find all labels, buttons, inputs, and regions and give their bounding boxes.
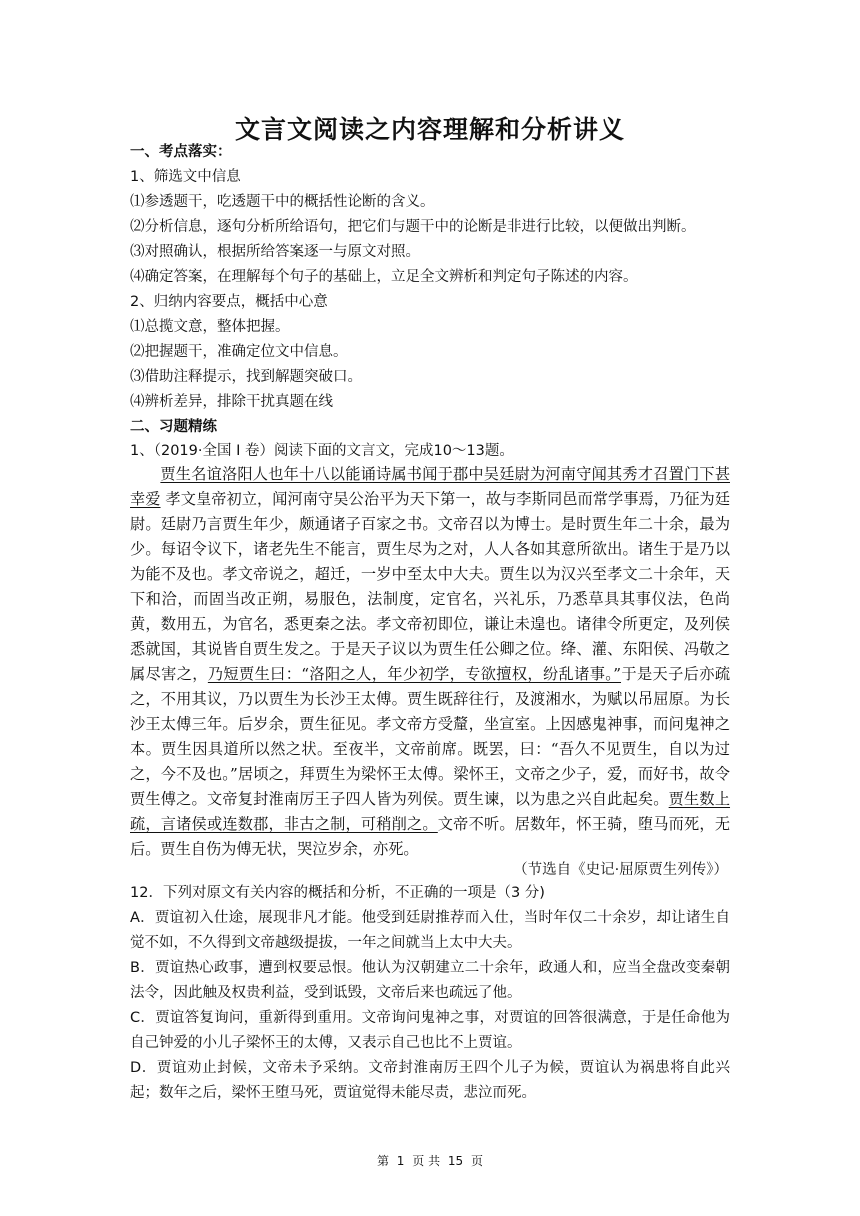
question-12-stem: 12．下列对原文有关内容的概括和分析，不正确的一项是（3 分) <box>130 885 545 901</box>
passage-underlined-segment: 贾生名谊洛阳人也年十八以能诵诗属书闻于郡中吴廷尉为河南守闻其秀才召置门下甚幸爱 <box>130 465 730 508</box>
page-number: 1 <box>396 1154 405 1168</box>
footer-suffix: 页 <box>471 1154 484 1168</box>
step-line: ⑴总揽文意，整体把握。 <box>130 319 290 335</box>
topic-item-2: 2、归纳内容要点，概括中心意 <box>130 294 328 310</box>
step-line: ⑷确定答案，在理解每个句子的基础上，立足全文辨析和判定句子陈述的内容。 <box>130 269 638 285</box>
option-b: B．贾谊热心政事，遭到权要忌恨。他认为汉朝建立二十余年，政通人和，应当全盘改变秦朝法令，因此触及权贵利益，受到诋毁，文帝后来也疏远了他。 <box>130 960 730 1001</box>
classical-passage <box>130 462 730 862</box>
footer-prefix: 第 <box>376 1154 389 1168</box>
step-line: ⑷辨析差异，排除干扰真题在线 <box>130 394 333 410</box>
topic-item-1: 1、筛选文中信息 <box>130 169 241 185</box>
section-heading-1: 一、考点落实： <box>130 144 232 160</box>
passage-underlined-segment: 乃短贾生曰：“洛阳之人，年少初学，专欲擅权，纷乱诸事。” <box>207 665 622 683</box>
passage-source: （节选自《史记·屈原贾生列传》） <box>513 862 728 878</box>
passage-segment: 孝文皇帝初立，闻河南守吴公治平为天下第一，故与李斯同邑而常学事焉，乃征为廷尉。廷尉乃言贾生年少，颇通诸子百家之书。文帝召以为博士。是时贾生年二十余，最为少。每诏令议下，诸老先生不能言，贾生尽为之对，人人各如其意所欲出。诸生于是乃以为能不及也。孝文帝说之，超迁，一岁中至太中大夫。贾生以为汉兴至孝文二十余年，天下和洽，而固当改正朔，易服色，法制度，定官名，兴礼乐，乃悉草具其事仪法，色尚黄，数用五，为官名，悉更秦之法。孝文帝初即位，谦让未遑也。诸律令所更定，及列侯悉就国，其说皆自贾生发之。于是天子议以为贾生任公卿之位。绛、灌、东阳侯、冯敬之属尽害之， <box>130 490 731 683</box>
page-footer <box>0 1152 860 1169</box>
step-line: ⑴参透题干，吃透题干中的概括性论断的含义。 <box>130 194 435 210</box>
question-intro: 1、（2019·全国 Ⅰ 卷）阅读下面的文言文，完成10～13题。 <box>130 443 514 459</box>
option-a: A．贾谊初入仕途，展现非凡才能。他受到廷尉推荐而入仕，当时年仅二十余岁，却让诸生自觉不如，不久得到文帝越级提拔，一年之间就当上太中大夫。 <box>130 910 730 951</box>
passage-segment: 于是天子后亦疏之，不用其议，乃以贾生为长沙王太傅。贾生既辞往行，及渡湘水，为赋以吊屈原。为长沙王太傅三年。后岁余，贾生征见。孝文帝方受釐，坐宣室。上因感鬼神事，而问鬼神之本。贾生因具道所以然之状。至夜半，文帝前席。既罢，曰：“吾久不见贾生，自以为过之，今不及也。”居顷之，拜贾生为梁怀王太傅。梁怀王，文帝之少子，爱，而好书，故令贾生傅之。文帝复封淮南厉王子四人皆为列侯。贾生谏，以为患之兴自此起矣。 <box>130 665 731 808</box>
option-c: C．贾谊答复询问，重新得到重用。文帝询问鬼神之事，对贾谊的回答很满意，于是任命他为自己钟爱的小儿子梁怀王的太傅，又表示自己也比不上贾谊。 <box>130 1010 730 1051</box>
step-line: ⑵分析信息，逐句分析所给语句，把它们与题干中的论断是非进行比较，以便做出判断。 <box>130 219 696 235</box>
footer-mid: 页 共 <box>412 1154 441 1168</box>
passage-segment: 文帝不听。居数年，怀王骑，堕马而死，无后。贾生自伤为傅无状，哭泣岁余，亦死。 <box>130 815 731 858</box>
step-line: ⑶对照确认，根据所给答案逐一与原文对照。 <box>130 244 420 260</box>
step-line: ⑵把握题干，准确定位文中信息。 <box>130 344 348 360</box>
step-line: ⑶借助注释提示，找到解题突破口。 <box>130 369 362 385</box>
section-heading-2: 二、习题精练 <box>130 419 217 435</box>
passage-underlined-segment: 贾生数上疏，言诸侯或连数郡，非古之制，可稍削之。 <box>130 790 731 833</box>
option-d: D．贾谊劝止封候，文帝未予采纳。文帝封淮南厉王四个儿子为候，贾谊认为祸患将自此兴起；数年之后，梁怀王堕马死，贾谊觉得未能尽责，悲泣而死。 <box>130 1060 730 1101</box>
document-title: 文言文阅读之内容理解和分析讲义 <box>234 115 625 144</box>
page-total: 15 <box>447 1154 464 1168</box>
